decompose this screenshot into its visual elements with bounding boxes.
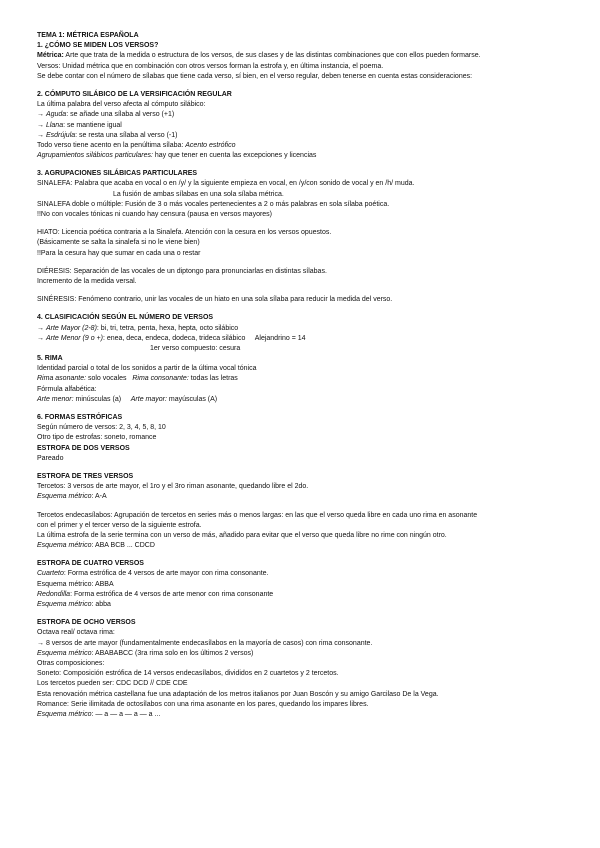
definition: hay que tener en cuenta las excepciones y licencias — [152, 152, 317, 160]
list-item — [37, 324, 567, 334]
term: Aguda — [45, 111, 67, 119]
definition: : A-A — [91, 493, 107, 501]
list-item — [37, 110, 567, 120]
term: Esquema métrico — [37, 542, 92, 550]
paragraph-line: Otras composiciones: — [37, 659, 105, 667]
term: Esquema métrico — [37, 601, 92, 608]
paragraph-line: La última estrofa de la serie termina con un verso de más, añadido para evitar que el verso que queda libre no rime con ningún otro. — [37, 531, 447, 539]
term: Arte Menor (9 o +) — [45, 334, 103, 342]
definition: : Fusión de 3 o más vocales pertenecientes a 2 o más palabras en sola sílaba poética. — [121, 200, 390, 208]
term: Redondilla — [37, 590, 71, 598]
paragraph-line: HIATO: Licencia poética contraria a la Sinalefa. Atención con la cesura en los versos opuestos. — [37, 229, 332, 237]
paragraph-line: Versos: Unidad métrica que en combinación con otros versos forman la estrofa y, en última instancia, el poema. — [37, 62, 384, 70]
arrow-bullet: → — [37, 121, 46, 129]
paragraph-line: Pareado — [37, 454, 64, 462]
list-item — [37, 334, 567, 344]
paragraph-line — [37, 200, 567, 210]
paragraph-line — [37, 710, 567, 720]
term: Métrica: — [37, 52, 64, 60]
definition: mayúsculas (A) — [166, 395, 218, 403]
paragraph-line: Según número de versos: 2, 3, 4, 5, 8, 10 — [37, 424, 166, 432]
section-heading: 5. RIMA — [37, 355, 63, 363]
definition: Arte que trata de la medida o estructura de los versos, de sus clases y de las distintas combinaciones que con ellos pueden formarse. — [63, 52, 481, 60]
section-heading: 3. AGRUPACIONES SILÁBICAS PARTICULARES — [37, 170, 198, 178]
paragraph-line — [37, 569, 567, 579]
paragraph-line — [37, 141, 567, 151]
definition: : — a — a — a — a ... — [91, 710, 161, 718]
paragraph-line: Tercetos endecasílabos: Agrupación de tercetos en series más o menos largas: en las que el verso queda libre en cada uno rima en asonante — [37, 511, 478, 519]
definition: : enea, deca, endeca, dodeca, trideca silábico Alejandrino = 14 — [102, 334, 306, 342]
term: Rima asonante: — [37, 375, 87, 383]
paragraph-line: Tercetos: 3 versos de arte mayor, el 1ro y el 3ro riman asonante, quedando libre el 2do. — [37, 483, 309, 491]
definition: Todo verso tiene acento en la penúltima sílaba: — [37, 141, 186, 149]
list-item: → 8 versos de arte mayor (fundamentalmente endecasílabos en la mayoría de casos) con rima consonante. — [37, 639, 373, 647]
paragraph-line — [37, 649, 567, 659]
definition: minúsculas (a) — [73, 395, 131, 403]
paragraph-line: Fórmula alfabética: — [37, 385, 97, 393]
definition: : Forma estrófica de 4 versos de arte menor con rima consonante — [70, 590, 274, 598]
paragraph-line: SINÉRESIS: Fenómeno contrario, unir las vocales de un hiato en una sola sílaba para reducir la medida del verso. — [37, 296, 393, 304]
paragraph-line — [37, 395, 567, 405]
arrow-bullet: → — [37, 324, 46, 332]
arrow-bullet: → — [37, 111, 46, 119]
paragraph-line — [37, 600, 567, 610]
paragraph-line: SINALEFA: Palabra que acaba en vocal o en /y/ y la siguiente empieza en vocal, en /y/con sonido de vocal y en /h/ muda. — [37, 180, 415, 188]
section-heading: 2. CÓMPUTO SILÁBICO DE LA VERSIFICACIÓN REGULAR — [37, 90, 232, 98]
paragraph-line: !!No con vocales tónicas ni cuando hay censura (pausa en versos mayores) — [37, 211, 273, 218]
term: Cuarteto — [37, 570, 64, 578]
paragraph-line: Esquema métrico: ABBA — [37, 580, 114, 588]
term: Esquema métrico — [37, 493, 92, 501]
definition: : ABA BCB ... CDCD — [91, 542, 155, 550]
subsection-heading: ESTROFA DE OCHO VERSOS — [37, 619, 136, 627]
term: Esdrújula — [45, 131, 76, 139]
paragraph-line: Los tercetos pueden ser: CDC DCD // CDE CDE — [37, 680, 188, 688]
term: Agrupamientos silábicos particulares: — [37, 152, 153, 160]
term: Arte menor: — [37, 395, 74, 403]
paragraph-line — [37, 492, 567, 502]
paragraph-line: DIÉRESIS: Separación de las vocales de un diptongo para pronunciarlas en distintas sílabas. — [37, 267, 327, 275]
section-heading: 6. FORMAS ESTRÓFICAS — [37, 414, 123, 421]
paragraph-line: Se debe contar con el número de sílabas que tiene cada verso, sí bien, en el verso regular, deben tenerse en cuenta estas consideraciones: — [37, 72, 473, 80]
paragraph-line — [37, 541, 567, 551]
paragraph-line: La última palabra del verso afecta al cómputo silábico: — [37, 101, 206, 109]
subsection-heading: ESTROFA DE DOS VERSOS — [37, 444, 130, 452]
list-item — [37, 131, 567, 141]
term: SINALEFA doble o múltiple — [37, 200, 122, 208]
arrow-bullet: → — [37, 131, 46, 139]
paragraph-line: Incremento de la medida versal. — [37, 277, 137, 285]
paragraph-line: !!Para la cesura hay que sumar en cada una o restar — [37, 249, 201, 257]
paragraph-line — [37, 51, 567, 61]
paragraph-line — [37, 590, 567, 600]
paragraph-line: Soneto: Composición estrófica de 14 versos endecasílabos, divididos en 2 cuartetos y 2 tercetos. — [37, 670, 339, 678]
term: Arte mayor: — [130, 395, 167, 403]
definition: : abba — [91, 601, 111, 608]
definition: todas las letras — [188, 375, 238, 383]
document-page — [37, 31, 567, 720]
subsection-heading: ESTROFA DE TRES VERSOS — [37, 472, 134, 480]
section-heading: 4. CLASIFICACIÓN SEGÚN EL NÚMERO DE VERSOS — [37, 314, 214, 322]
definition: solo vocales — [86, 375, 133, 383]
definition: : Forma estrófica de 4 versos de arte mayor con rima consonante. — [63, 570, 269, 578]
definition: : se mantiene igual — [63, 121, 122, 129]
paragraph-line: Identidad parcial o total de los sonidos a partir de la última vocal tónica — [37, 365, 257, 373]
term: Arte Mayor (2-8) — [45, 324, 97, 332]
paragraph-line: La fusión de ambas sílabas en una sola sílaba métrica. — [113, 190, 284, 198]
paragraph-line: (Básicamente se salta la sinalefa si no le viene bien) — [37, 239, 200, 247]
paragraph-line — [37, 151, 567, 161]
paragraph-line: con el primer y el tercer verso de la siguiente estrofa. — [37, 521, 202, 529]
definition: : se resta una sílaba al verso (-1) — [75, 131, 178, 139]
term: Acento estrófico — [185, 141, 236, 149]
list-item — [37, 121, 567, 131]
definition: : bi, tri, tetra, penta, hexa, hepta, octo silábico — [96, 324, 239, 332]
document-title: TEMA 1: MÉTRICA ESPAÑOLA — [37, 32, 139, 39]
paragraph-line: Octava real/ octava rima: — [37, 629, 115, 637]
section-heading: 1. ¿CÓMO SE MIDEN LOS VERSOS? — [37, 42, 159, 50]
paragraph-line: Romance: Serie ilimitada de octosílabos con una rima asonante en los pares, quedando los impares libres. — [37, 700, 369, 708]
paragraph-line — [37, 374, 567, 384]
term: Llana — [45, 121, 64, 129]
paragraph-line: 1er verso compuesto: cesura — [150, 344, 241, 352]
arrow-bullet: → — [37, 334, 46, 342]
definition: : se añade una sílaba al verso (+1) — [66, 111, 175, 119]
term: Esquema métrico — [37, 710, 92, 718]
subsection-heading: ESTROFA DE CUATRO VERSOS — [37, 560, 144, 568]
term: Esquema métrico — [37, 649, 92, 657]
paragraph-line: Esta renovación métrica castellana fue una adaptación de los metros italianos por Juan Boscón y su amigo Garcilaso De la Vega. — [37, 690, 439, 698]
definition: : ABABABCC (3ra rima solo en los últimos 2 versos) — [91, 649, 254, 657]
term: Rima consonante: — [132, 375, 189, 383]
paragraph-line: Otro tipo de estrofas: soneto, romance — [37, 434, 157, 442]
